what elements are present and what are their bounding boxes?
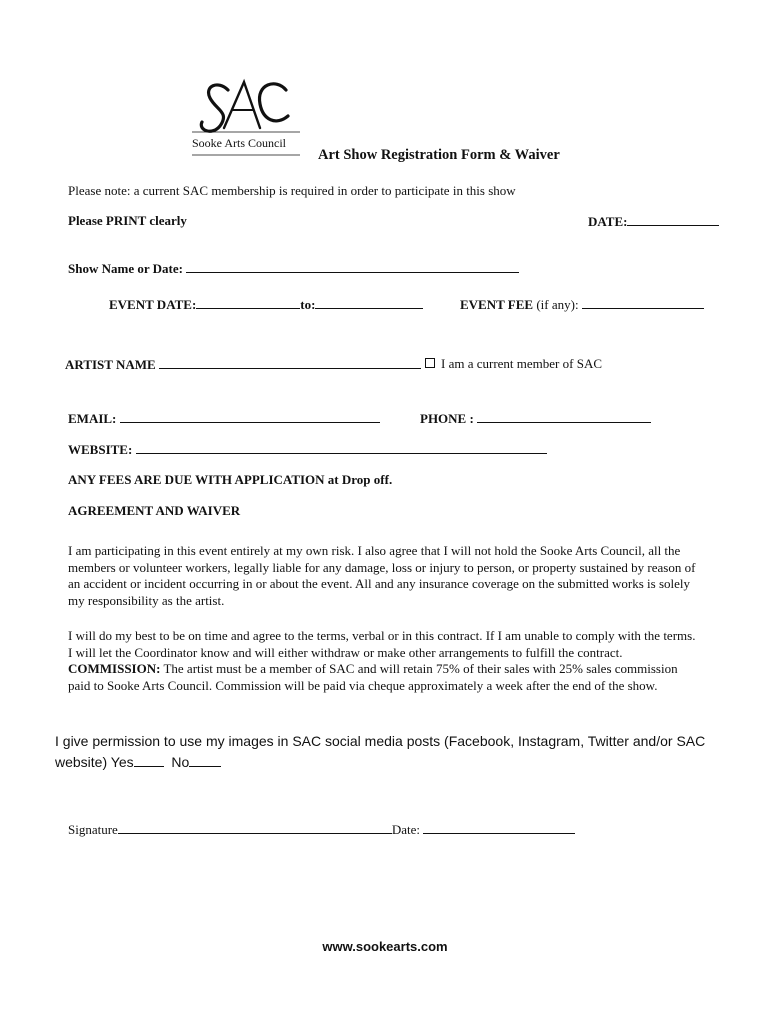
event-date-label: EVENT DATE: bbox=[109, 297, 197, 312]
event-fee-field[interactable] bbox=[460, 296, 704, 313]
event-date-to-label: to: bbox=[300, 297, 316, 312]
event-date-start-line[interactable] bbox=[196, 296, 300, 309]
date-line[interactable] bbox=[627, 213, 719, 226]
agreement-heading: AGREEMENT AND WAIVER bbox=[68, 503, 241, 518]
signature-line[interactable] bbox=[118, 821, 392, 834]
phone-field[interactable] bbox=[420, 410, 651, 427]
permission-statement bbox=[55, 731, 725, 773]
event-fee-line[interactable] bbox=[582, 296, 704, 309]
show-name-label: Show Name or Date: bbox=[68, 261, 183, 276]
website-line[interactable] bbox=[136, 441, 547, 454]
event-fee-label: EVENT FEE bbox=[460, 297, 534, 312]
phone-label: PHONE : bbox=[420, 411, 474, 426]
event-date-end-line[interactable] bbox=[315, 296, 423, 309]
permission-text: I give permission to use my images in SAC social media posts (Facebook, Instagram, Twitter and/or SAC website) bbox=[55, 733, 706, 770]
terms-text-part1: I will do my best to be on time and agree to the terms, verbal or in this contract. If I am unable to comply with the terms. I will let the Coordinator know and will either withdraw or make other arrangements to fulfill the contract. bbox=[68, 628, 696, 660]
email-label: EMAIL: bbox=[68, 411, 117, 426]
form-title: Art Show Registration Form & Waiver bbox=[318, 147, 560, 163]
no-line[interactable] bbox=[189, 755, 221, 767]
artist-name-field[interactable] bbox=[65, 356, 421, 373]
membership-note: Please note: a current SAC membership is required in order to participate in this show bbox=[68, 183, 516, 198]
member-checkbox[interactable] bbox=[425, 358, 435, 368]
no-label: No bbox=[171, 754, 190, 770]
signature-label: Signature bbox=[68, 822, 118, 837]
fees-notice: ANY FEES ARE DUE WITH APPLICATION at Drop off. bbox=[68, 472, 393, 487]
date-field[interactable] bbox=[588, 213, 719, 230]
permission-yes[interactable] bbox=[111, 754, 164, 770]
event-fee-suffix: (if any): bbox=[536, 297, 579, 312]
footer-website-link[interactable]: www.sookearts.com bbox=[322, 939, 448, 954]
email-field[interactable] bbox=[68, 410, 380, 427]
artist-name-line[interactable] bbox=[159, 356, 421, 369]
logo-org-name: Sooke Arts Council bbox=[192, 136, 287, 150]
event-date-field[interactable] bbox=[109, 296, 423, 313]
website-label: WEBSITE: bbox=[68, 442, 133, 457]
signature-date-line[interactable] bbox=[423, 821, 575, 834]
yes-label: Yes bbox=[110, 754, 134, 770]
artist-name-label: ARTIST NAME bbox=[65, 357, 156, 372]
waiver-paragraph: I am participating in this event entirely at my own risk. I also agree that I will not hold the Sooke Arts Council, all the members or volunteer workers, legally liable for any damage, loss or injury to person, or property sustained by reason of an accident or incident occurring in or about the event. All and any insurance coverage on the submitted works is solely my responsibility as the artist. bbox=[68, 543, 696, 608]
website-field[interactable] bbox=[68, 441, 547, 458]
permission-no[interactable] bbox=[171, 754, 221, 770]
signature-field[interactable] bbox=[68, 821, 575, 838]
member-checkbox-label: I am a current member of SAC bbox=[441, 356, 603, 371]
sac-logo bbox=[190, 72, 302, 162]
signature-date-label: Date: bbox=[391, 822, 420, 837]
show-name-field[interactable] bbox=[68, 260, 519, 277]
email-line[interactable] bbox=[120, 410, 380, 423]
phone-line[interactable] bbox=[477, 410, 651, 423]
terms-text-part2: The artist must be a member of SAC and will retain 75% of their sales with 25% sales commission paid to Sooke Arts Council. Commission will be paid via cheque approximately a week after the end of the show. bbox=[68, 661, 678, 693]
commission-label: COMMISSION: bbox=[68, 661, 161, 676]
date-label: DATE: bbox=[588, 214, 628, 229]
terms-paragraph bbox=[68, 628, 702, 694]
member-checkbox-row[interactable] bbox=[425, 356, 602, 372]
show-name-line[interactable] bbox=[186, 260, 519, 273]
yes-line[interactable] bbox=[134, 755, 164, 767]
print-clearly-label: Please PRINT clearly bbox=[68, 213, 187, 228]
